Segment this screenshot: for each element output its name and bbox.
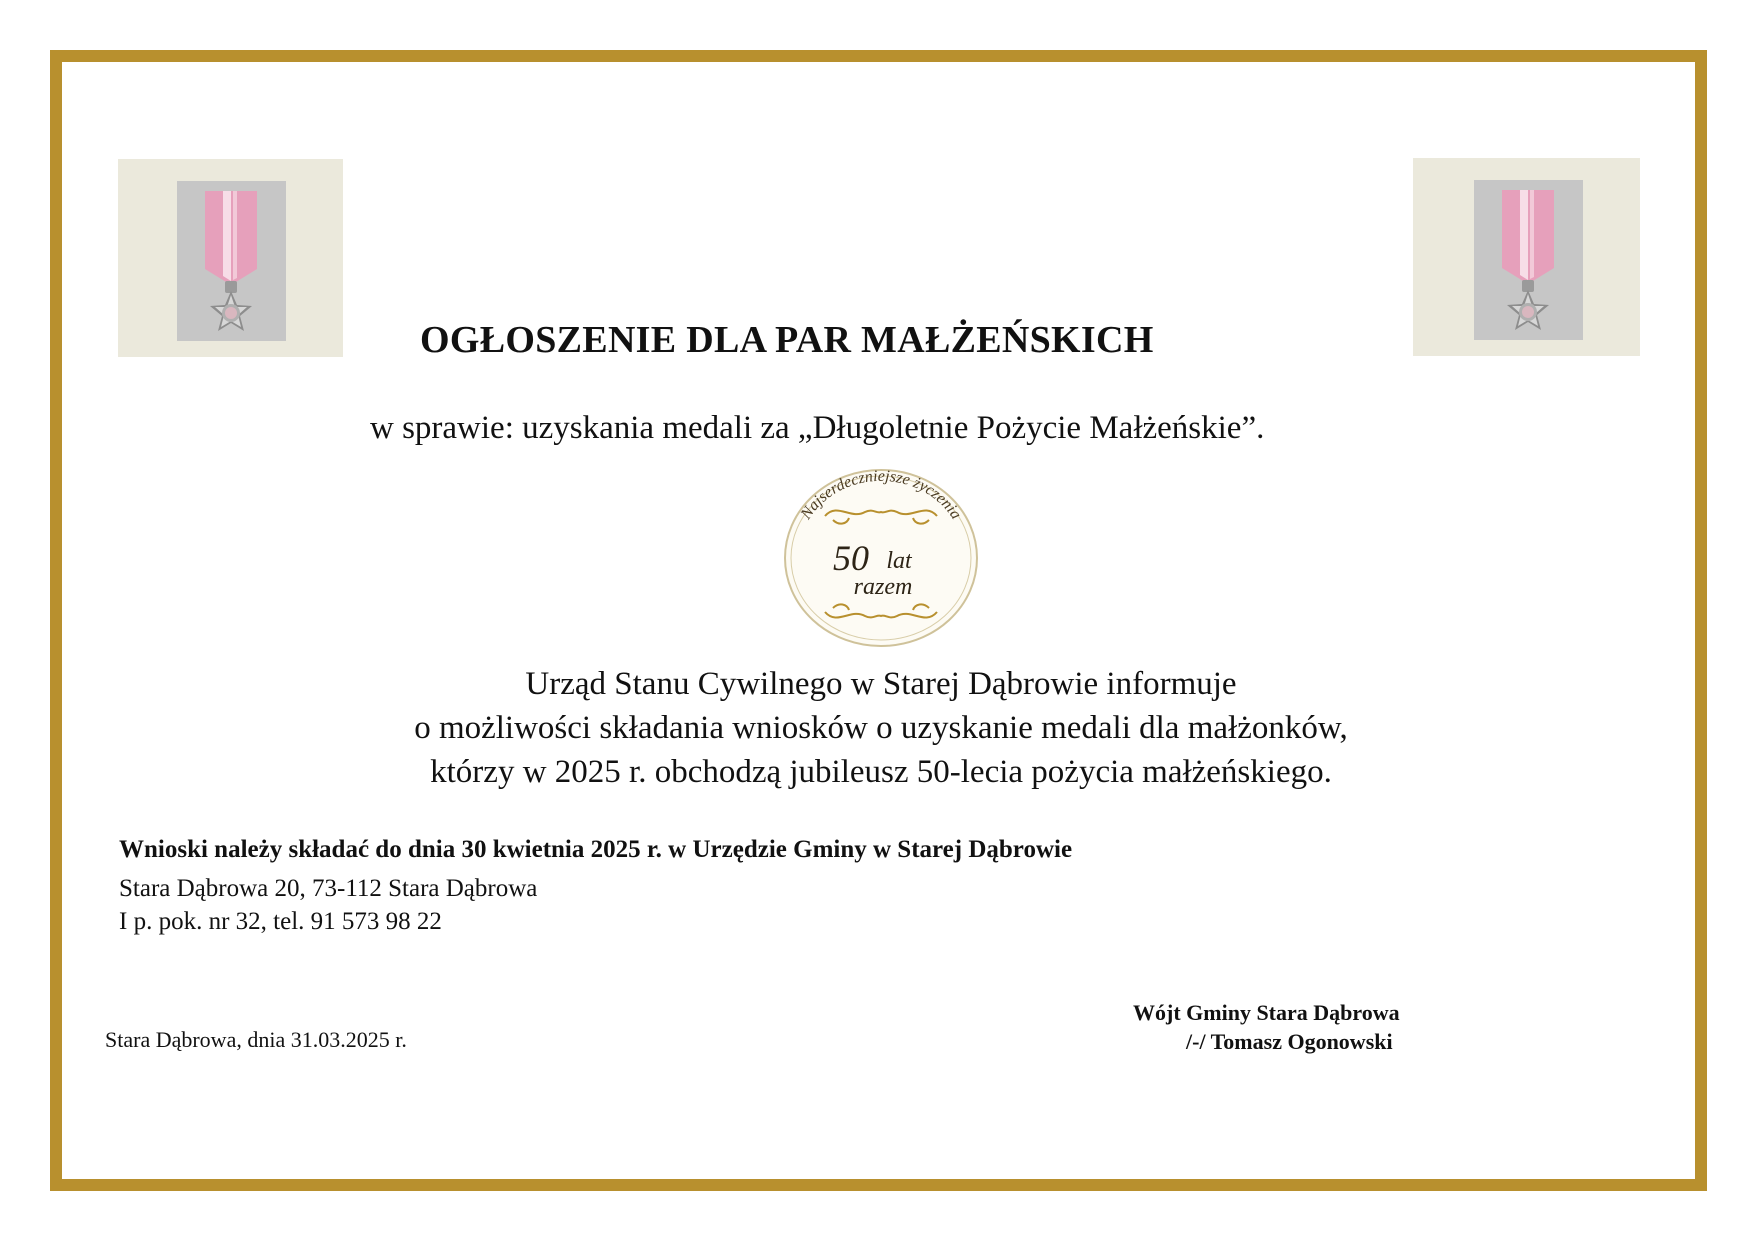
emblem-word-razem: razem (853, 574, 913, 600)
emblem-number: 50 (833, 538, 869, 578)
address-line: Stara Dąbrowa 20, 73-112 Stara Dąbrowa (119, 875, 538, 902)
signatory-name: /-/ Tomasz Ogonowski (1186, 1029, 1393, 1054)
office-address (119, 872, 537, 938)
page-subtitle: w sprawie: uzyskania medali za „Długoletnie Pożycie Małżeńskie”. (370, 410, 1265, 446)
medal-image-left (118, 159, 343, 357)
anniversary-emblem-icon (773, 462, 989, 654)
medal-icon (177, 181, 286, 341)
emblem-arc-text: Najserdeczniejsze życzenia (797, 467, 965, 523)
info-paragraph (300, 662, 1462, 794)
info-line: Urząd Stanu Cywilnego w Starej Dąbrowie informuje (525, 666, 1237, 702)
info-line: którzy w 2025 r. obchodzą jubileusz 50-lecia pożycia małżeńskiego. (430, 754, 1332, 790)
medal-image-right (1413, 158, 1640, 356)
signatory-role: Wójt Gminy Stara Dąbrowa (1133, 1000, 1400, 1025)
room-phone-line: I p. pok. nr 32, tel. 91 573 98 22 (119, 908, 442, 935)
emblem-word-lat: lat (886, 548, 912, 574)
page-title: OGŁOSZENIE DLA PAR MAŁŻEŃSKICH (420, 319, 1154, 361)
place-and-date: Stara Dąbrowa, dnia 31.03.2025 r. (105, 1027, 407, 1052)
medal-icon (1474, 180, 1583, 340)
submission-deadline: Wnioski należy składać do dnia 30 kwietnia 2025 r. w Urzędzie Gminy w Starej Dąbrowie (119, 836, 1073, 863)
info-line: o możliwości składania wniosków o uzyskanie medali dla małżonków, (414, 710, 1348, 746)
